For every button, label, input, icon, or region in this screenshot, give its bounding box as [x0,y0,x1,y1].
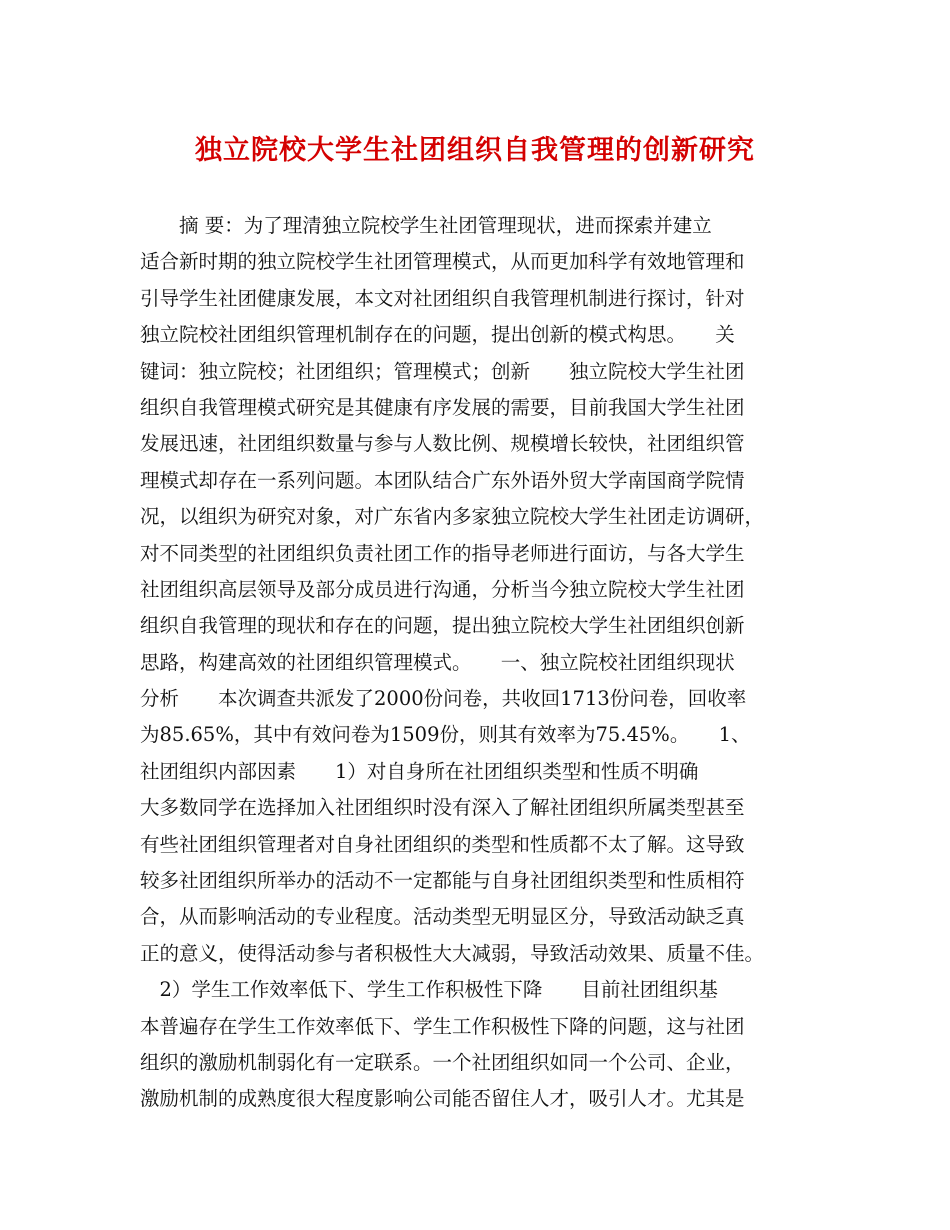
body-line: 分析 本次调查共派发了2000份问卷，共收回1713份问卷，回收率 [140,687,747,711]
body-line: 组织自我管理模式研究是其健康有序发展的需要，目前我国大学生社团 [140,395,745,419]
body-line: 社团组织内部因素 1）对自身所在社团组织类型和性质不明确 [140,759,738,783]
body-line: 发展迅速，社团组织数量与参与人数比例、规模增长较快，社团组织管 [140,432,745,456]
body-line: 较多社团组织所举办的活动不一定都能与自身社团组织类型和性质相符 [140,869,745,893]
body-line: 摘 要：为了理清独立院校学生社团管理现状，进而探索并建立 [140,214,712,237]
body-line: 社团组织高层领导及部分成员进行沟通，分析当今独立院校大学生社团 [140,577,745,601]
body-line: 2）学生工作效率低下、学生工作积极性下降 目前社团组织基 [140,978,718,1002]
document-body [140,208,830,1118]
body-line: 独立院校社团组织管理机制存在的问题，提出创新的模式构思。 关 [140,323,735,347]
body-line: 思路，构建高效的社团组织管理模式。 一、独立院校社团组织现状 [140,650,735,674]
body-line: 有些社团组织管理者对自身社团组织的类型和性质都不太了解。这导致 [140,832,745,856]
body-line: 大多数同学在选择加入社团组织时没有深入了解社团组织所属类型甚至 [140,796,745,820]
body-line: 组织自我管理的现状和存在的问题，提出独立院校大学生社团组织创新 [140,614,745,638]
body-line: 况，以组织为研究对象，对广东省内多家独立院校大学生社团走访调研， [140,505,765,529]
body-line: 合，从而影响活动的专业程度。活动类型无明显区分，导致活动缺乏真 [140,905,745,929]
body-line: 理模式却存在一系列问题。本团队结合广东外语外贸大学南国商学院情 [140,468,745,492]
document-title: 独立院校大学生社团组织自我管理的创新研究 [195,135,755,166]
body-line: 为85.65%，其中有效问卷为1509份，则其有效率为75.45%。 1、 [140,723,751,747]
body-line: 键词：独立院校；社团组织；管理模式；创新 独立院校大学生社团 [140,359,745,383]
body-line: 引导学生社团健康发展，本文对社团组织自我管理机制进行探讨，针对 [140,286,745,310]
body-line: 激励机制的成熟度很大程度影响公司能否留住人才，吸引人才。尤其是 [140,1087,745,1111]
body-line: 组织的激励机制弱化有一定联系。一个社团组织如同一个公司、企业， [140,1050,745,1074]
body-line: 正的意义，使得活动参与者积极性大大减弱，导致活动效果、质量不佳。 [140,941,765,965]
body-line: 本普遍存在学生工作效率低下、学生工作积极性下降的问题，这与社团 [140,1014,745,1038]
body-line: 适合新时期的独立院校学生社团管理模式，从而更加科学有效地管理和 [140,250,745,274]
body-line: 对不同类型的社团组织负责社团工作的指导老师进行面访，与各大学生 [140,541,745,565]
